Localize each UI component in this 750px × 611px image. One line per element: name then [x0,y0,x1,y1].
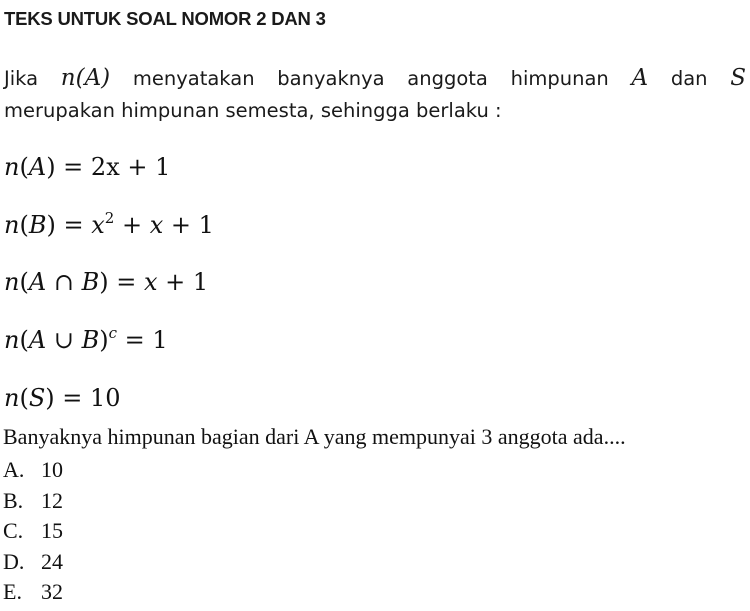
answer-options [3,455,63,608]
option-c[interactable]: C. 15 [3,518,63,543]
equation-nB: $n(B) = x^2 + x + 1$ [4,209,214,239]
equation-intersection: n(A ∩ B) = x + 1 [4,268,209,296]
intro-line-2: merupakan himpunan semesta, sehingga berlaku : [4,99,502,122]
equation-nA: n(A) = 2x + 1 [4,153,171,181]
intro-paragraph [4,62,746,127]
intro-word: anggota [407,67,488,90]
question-text: Banyaknya himpunan bagian dari A yang mempunyai 3 anggota ada.... [3,424,626,449]
option-d[interactable]: D. 24 [3,548,63,574]
option-e[interactable]: E. 32 [3,579,63,604]
math-A: A [631,65,649,91]
intro-line-1 [4,62,746,95]
intro-word: banyaknya [277,67,385,90]
intro-word: menyatakan [132,67,255,90]
intro-word: dan [670,67,708,90]
option-a[interactable]: A. 10 [3,457,63,482]
section-heading: TEKS UNTUK SOAL NOMOR 2 DAN 3 [4,8,326,29]
math-S: S [730,65,746,91]
equation-nS: n(S) = 10 [4,384,121,412]
equation-union-complement: n(A ∪ B)$^c$ = 1 [4,324,168,354]
option-b[interactable]: B. 12 [3,487,63,513]
intro-word: himpunan [510,67,609,90]
intro-word: Jika [4,67,39,90]
math-nA: n(A) [60,65,111,91]
